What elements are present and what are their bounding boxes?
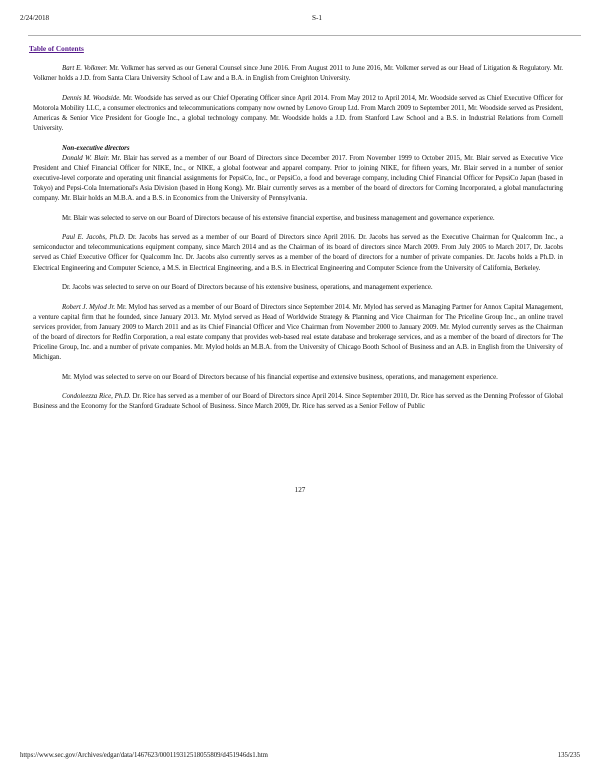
bio-text: Dr. Rice has served as a member of our Board of Directors since April 2014. Since September 2010, Dr. Rice has served as the Denning Professor of Global Business and the Economy for the Stanford Graduate School of Business. Since March 2009, Dr. Rice has served as a Senior Fellow of Public xyxy=(33,393,563,411)
bio-text: Mr. Woodside has served as our Chief Operating Officer since April 2014. From May 2012 to April 2014, Mr. Woodside served as Chief Executive Officer for Motorola Mobility LLC, a consumer electronics and telecommunications company now owned by Lenovo Group Ltd. From March 2009 to September 2011, Mr. Woodside served as President, Americas & Senior Vice President for Google Inc., a global technology company. Mr. Woodside holds a J.D. from Stanford Law School and a B.S. in Industrial Relations from Cornell University. xyxy=(33,94,563,132)
person-name: Condoleezza Rice, Ph.D. xyxy=(62,393,131,401)
document-body xyxy=(33,64,563,422)
bio-rice xyxy=(33,392,563,412)
selection-rationale-jacobs: Dr. Jacobs was selected to serve on our Board of Directors because of his extensive business, operations, and management experience. xyxy=(62,284,433,292)
section-heading: Non-executive directors xyxy=(62,144,130,152)
person-name: Donald W. Blair. xyxy=(62,154,110,162)
horizontal-rule xyxy=(28,35,581,36)
print-date: 2/24/2018 xyxy=(20,14,50,22)
print-page-count: 135/235 xyxy=(557,752,580,759)
selection-rationale-mylod: Mr. Mylod was selected to serve on our Board of Directors because of his financial expertise and extensive business, operations, and management experience. xyxy=(62,373,498,381)
person-name: Bart E. Volkmer. xyxy=(62,65,108,72)
document-title: S-1 xyxy=(312,14,322,22)
person-name: Robert J. Mylod Jr. xyxy=(62,303,116,311)
bio-volkmer xyxy=(33,64,563,84)
bio-text: Mr. Mylod has served as a member of our Board of Directors since September 2014. Mr. Mylod has served as Managing Partner for Annox Capital Management, a venture capital firm that he founded, since January 2013. Mr. Mylod served as Head of Worldwide Strategy & Planning and Vice Chairman for The Priceline Group Inc., an online travel services provider, from January 2009 to March 2011 and as its Chief Financial Officer and Vice Chairman from November 2000 to January 2009. Mr. Mylod currently serves as the Chairman of the board of directors for Redfin Corporation, a real estate company that provides web-based real estate database and brokerage services, and as a member of the board of directors for The Priceline Group, Inc. and a number of private companies. Mr. Mylod holds an M.B.A. from the University of Chicago Booth School of Business and an A.B. in English from the University of Michigan. xyxy=(33,303,563,362)
page-number: 127 xyxy=(294,486,306,494)
bio-text: Mr. Blair has served as a member of our Board of Directors since December 2017. From November 1999 to October 2015, Mr. Blair served as Executive Vice President and Chief Financial Officer for NIKE, Inc., or NIKE, a global footwear and apparel company. Prior to joining NIKE, for fifteen years, Mr. Blair served in a number of senior executive-level corporate and operating unit financial assignments for PepsiCo, Inc., or PepsiCo, a food and beverage company, including Chief Financial Officer for PepsiCo Japan (based in Tokyo) and Pepsi-Cola International's Asia Division (based in Hong Kong). Mr. Blair currently serves as a member of the board of directors for Corning Incorporated, a global manufacturing company. Mr. Blair holds an M.B.A. and a B.S. in Economics from the University of Pennsylvania. xyxy=(33,154,563,203)
bio-jacobs xyxy=(33,233,563,273)
bio-woodside xyxy=(33,94,563,134)
selection-rationale-blair: Mr. Blair was selected to serve on our Board of Directors because of his extensive financial expertise, and business management and governance experience. xyxy=(62,214,495,222)
bio-text: Mr. Volkmer has served as our General Counsel since June 2016. From August 2011 to June 2016, Mr. Volkmer served as our Head of Litigation & Regulatory. Mr. Volkmer holds a J.D. from Santa Clara University School of Law and a B.A. in English from Creighton University. xyxy=(33,65,564,83)
table-of-contents-link[interactable]: Table of Contents xyxy=(29,44,84,53)
bio-mylod xyxy=(33,303,563,364)
bio-text: Dr. Jacobs has served as a member of our Board of Directors since April 2016. Dr. Jacobs has served as the Executive Chairman for Qualcomm Inc., a semiconductor and telecommunications equipment company, since March 2014 and as the Chairman of its board of directors since March 2009. From July 2005 to March 2017, Dr. Jacobs served as Chief Executive Officer for Qualcomm Inc. Dr. Jacobs also currently serves as a member of the board of directors for a number of private companies. Dr. Jacobs holds a Ph.D. in Electrical Engineering and Computer Science, a M.S. in Electrical Engineering, and a B.S. in Electrical Engineering and Computer Science from the University of California, Berkeley. xyxy=(33,234,564,272)
person-name: Dennis M. Woodside. xyxy=(62,94,121,102)
source-url: https://www.sec.gov/Archives/edgar/data/1467623/000119312518055809/d451946ds1.htm xyxy=(20,752,268,759)
bio-blair xyxy=(33,154,563,204)
person-name: Paul E. Jacobs, Ph.D. xyxy=(62,234,126,242)
